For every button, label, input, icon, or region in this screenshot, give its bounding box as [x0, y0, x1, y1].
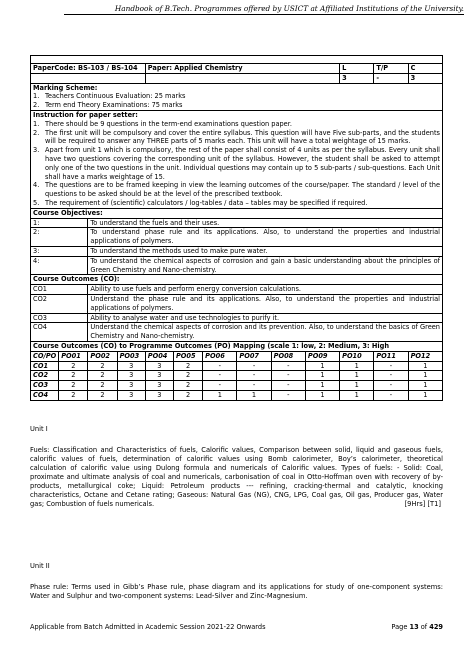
mapping-value: -: [203, 381, 237, 391]
outcome-row: [31, 294, 443, 313]
mapping-value: -: [374, 381, 408, 391]
instructions-title: Instruction for paper setter:: [33, 110, 138, 119]
mapping-co: CO4: [31, 390, 59, 400]
mapping-value: 3: [145, 361, 173, 371]
mapping-value: 1: [408, 390, 442, 400]
outcome-id: CO1: [31, 285, 88, 295]
mapping-value: 1: [340, 381, 374, 391]
mapping-value: 1: [305, 390, 339, 400]
outcome-text: Understand the phase rule and its applications. Also, to understand the properties and industrial applications of polymers.: [88, 294, 443, 313]
mapping-co: CO2: [31, 371, 59, 381]
paper-name-blank: [145, 73, 339, 83]
outcome-id: CO3: [31, 313, 88, 323]
mapping-header: PO08: [271, 351, 305, 361]
objective-text: To understand the methods used to make pure water.: [88, 246, 443, 256]
mapping-value: 1: [305, 361, 339, 371]
outcome-text: Ability to use fuels and perform energy conversion calculations.: [88, 285, 443, 295]
mapping-value: 2: [173, 381, 202, 391]
instructions-item: [33, 199, 440, 208]
instructions-row: [31, 110, 443, 208]
mapping-header: PO03: [117, 351, 145, 361]
unit-2-section: [30, 562, 443, 601]
spacer-row: [31, 56, 443, 64]
mapping-value: -: [374, 371, 408, 381]
credits-row: [31, 73, 443, 83]
mapping-value: -: [203, 371, 237, 381]
outcomes-title: Course Outcomes (CO):: [31, 275, 443, 285]
mapping-value: 3: [145, 381, 173, 391]
objective-row: [31, 246, 443, 256]
mapping-value: 2: [88, 371, 117, 381]
c-head: C: [408, 64, 442, 74]
mapping-header: PO01: [59, 351, 88, 361]
instructions: [31, 110, 443, 208]
mapping-value: 1: [305, 381, 339, 391]
mapping-value: -: [237, 371, 271, 381]
mapping-value: 3: [145, 371, 173, 381]
mapping-title: Course Outcomes (CO) to Programme Outcomes (PO) Mapping (scale 1: low, 2: Medium, 3: High: [31, 341, 443, 351]
syllabus-table: [30, 55, 443, 401]
objective-text: To understand the chemical aspects of corrosion and gain a basic understanding about the principles of Green Chemistry and Nano-chemistry.: [88, 256, 443, 275]
mapping-value: -: [237, 361, 271, 371]
item-number: 3.: [33, 146, 40, 155]
mapping-header: PO10: [340, 351, 374, 361]
mapping-value: 1: [203, 390, 237, 400]
page-header: Handbook of B.Tech. Programmes offered by USICT at Affiliated Institutions of the University.: [64, 4, 464, 15]
mapping-value: 1: [340, 361, 374, 371]
mapping-value: -: [271, 381, 305, 391]
spacer-cell: [31, 56, 443, 64]
paper-row: [31, 64, 443, 74]
mapping-value: 1: [408, 381, 442, 391]
item-number: 5.: [33, 198, 40, 207]
item-text: Apart from unit 1 which is compulsory, the rest of the paper shall consist of 4 units as per the syllabus. Every unit shall have two questions covering the corresponding unit of the syllabus. However, the student shall be asked to attempt only one of the two questions in the unit. Individual questions may contain up to 5 sub-parts / sub-questions. Each Unit shall have a marks weightage of 15.: [45, 146, 440, 181]
mapping-value: 3: [145, 390, 173, 400]
marking-scheme-item: [33, 92, 440, 101]
marking-scheme-item: [33, 101, 440, 110]
marking-scheme: [31, 83, 443, 110]
mapping-header: PO04: [145, 351, 173, 361]
mapping-header-row: [31, 351, 443, 361]
mapping-co: CO1: [31, 361, 59, 371]
mapping-header: PO12: [408, 351, 442, 361]
mapping-value: 2: [59, 390, 88, 400]
mapping-row: [31, 381, 443, 391]
mapping-value: 1: [340, 371, 374, 381]
mapping-value: 3: [117, 381, 145, 391]
unit-2-title: Unit II: [30, 562, 50, 570]
mapping-value: -: [271, 361, 305, 371]
outcome-text: Understand the chemical aspects of corrosion and its prevention. Also, to understand the basics of Green Chemistry and Nano-chemistry.: [88, 323, 443, 342]
mapping-value: -: [271, 390, 305, 400]
mapping-header: PO02: [88, 351, 117, 361]
paper-code-blank: [31, 73, 146, 83]
marking-row: [31, 83, 443, 110]
mapping-value: 2: [88, 390, 117, 400]
mapping-value: -: [271, 371, 305, 381]
objective-id: 4:: [31, 256, 88, 275]
mapping-value: 2: [173, 361, 202, 371]
mapping-row: [31, 371, 443, 381]
mapping-value: 1: [237, 390, 271, 400]
outcome-id: CO2: [31, 294, 88, 313]
mapping-value: -: [374, 361, 408, 371]
instructions-item: [33, 129, 440, 147]
marking-scheme-title: Marking Scheme:: [33, 83, 98, 92]
objective-id: 1:: [31, 218, 88, 228]
paper-name: Paper: Applied Chemistry: [145, 64, 339, 74]
mapping-header: PO07: [237, 351, 271, 361]
outcome-id: CO4: [31, 323, 88, 342]
mapping-header: CO/PO: [31, 351, 59, 361]
mapping-value: 2: [88, 361, 117, 371]
mapping-header: PO09: [305, 351, 339, 361]
mapping-value: 1: [408, 361, 442, 371]
footer-note: Applicable from Batch Admitted in Academic Session 2021-22 Onwards: [30, 623, 266, 631]
item-text: The first unit will be compulsory and cover the entire syllabus. This question will have Five sub-parts, and the students will be required to answer any THREE parts of 5 marks each. This unit will have a total weightage of 15 marks.: [45, 128, 440, 146]
paper-code: PaperCode: BS-103 / BS-104: [31, 64, 146, 74]
instructions-item: [33, 181, 440, 199]
c-value: 3: [408, 73, 442, 83]
item-text: Term end Theory Examinations: 75 marks: [45, 101, 183, 110]
mapping-value: 2: [59, 381, 88, 391]
mapping-value: 2: [59, 361, 88, 371]
mapping-value: 2: [173, 390, 202, 400]
tp-head: T/P: [374, 64, 408, 74]
unit-1-hours: [9Hrs] [T1]: [404, 500, 441, 508]
page-footer: [30, 623, 443, 631]
objective-text: To understand the fuels and their uses.: [88, 218, 443, 228]
mapping-value: -: [203, 361, 237, 371]
mapping-value: -: [374, 390, 408, 400]
unit-1-section: [30, 425, 443, 509]
tp-value: -: [374, 73, 408, 83]
mapping-value: 3: [117, 361, 145, 371]
item-number: 4.: [33, 181, 40, 190]
item-number: 1.: [33, 92, 40, 101]
item-number: 1.: [33, 119, 40, 128]
item-text: There should be 9 questions in the term-end examinations question paper.: [45, 119, 292, 128]
mapping-value: 1: [340, 390, 374, 400]
objective-id: 2:: [31, 228, 88, 247]
objective-row: [31, 218, 443, 228]
unit-1-body: [30, 446, 443, 509]
mapping-header: PO06: [203, 351, 237, 361]
outcome-row: [31, 285, 443, 295]
page-number: Page 13 of 429: [391, 623, 443, 631]
objectives-title-row: [31, 208, 443, 218]
unit-2-body: Phase rule: Terms used in Gibb’s Phase rule, phase diagram and its applications for study of one-component systems: Water and Sulphur and two-component systems: Lead-Silver and Zinc-Magnesium.: [30, 583, 443, 600]
outcome-text: Ability to analyse water and use technologies to purify it.: [88, 313, 443, 323]
item-text: Teachers Continuous Evaluation: 25 marks: [45, 92, 186, 101]
mapping-value: 1: [408, 371, 442, 381]
mapping-value: 1: [305, 371, 339, 381]
mapping-value: 3: [117, 371, 145, 381]
l-value: 3: [340, 73, 374, 83]
mapping-title-row: [31, 341, 443, 351]
item-number: 2.: [33, 128, 40, 137]
instructions-item: [33, 120, 440, 129]
objective-id: 3:: [31, 246, 88, 256]
mapping-row: [31, 390, 443, 400]
item-text: The requirement of (scientific) calculators / log-tables / data – tables may be specified if required.: [45, 198, 368, 207]
objective-text: To understand phase rule and its applications. Also, to understand the properties and industrial applications of polymers.: [88, 228, 443, 247]
item-number: 2.: [33, 101, 40, 110]
mapping-header: PO11: [374, 351, 408, 361]
outcome-row: [31, 313, 443, 323]
outcome-row: [31, 323, 443, 342]
l-head: L: [340, 64, 374, 74]
outcomes-title-row: [31, 275, 443, 285]
unit-1-title: Unit I: [30, 425, 48, 433]
mapping-header: PO05: [173, 351, 202, 361]
mapping-value: 2: [173, 371, 202, 381]
mapping-value: -: [237, 381, 271, 391]
instructions-item: [33, 146, 440, 181]
item-text: The questions are to be framed keeping in view the learning outcomes of the course/paper. The standard / level of the questions to be asked should be at the level of the prescribed textbook.: [45, 181, 440, 199]
objective-row: [31, 228, 443, 247]
mapping-value: 2: [59, 371, 88, 381]
unit-1-text: Fuels: Classification and Characteristics of fuels, Calorific values, Comparison between solid, liquid and gaseous fuels, calorific values of fuels, determination of calorific values using Bomb calorimeter, Boy’s calorimeter, theoretical calculation of calorific value using Dulong formula and numericals of Calorific values. Types of fuels: - Solid: Coal, proximate and ultimate analysis of coal and numericals, carbonisation of coal in Otto-Hoffman oven with recovery of by-products, metallurgical coke; Liquid: Petroleum products --- refining, cracking-thermal and catalytic, knocking characteristics, Octane and Cetane rating; Gaseous: Natural Gas (NG), CNG, LPG, Coal gas, Oil gas, Producer gas, Water gas; Combustion of fuels numericals.: [30, 446, 443, 508]
mapping-value: 2: [88, 381, 117, 391]
objectives-title: Course Objectives:: [31, 208, 443, 218]
objective-row: [31, 256, 443, 275]
mapping-row: [31, 361, 443, 371]
mapping-co: CO3: [31, 381, 59, 391]
mapping-value: 3: [117, 390, 145, 400]
